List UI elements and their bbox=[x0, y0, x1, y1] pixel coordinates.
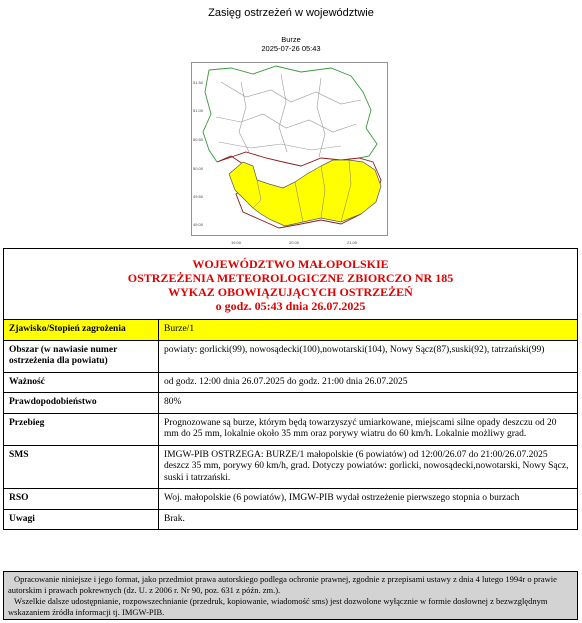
row-label: Obszar (w nawiasie numer ostrzeżenia dla powiatu) bbox=[4, 340, 159, 372]
header-line-1: WOJEWÓDZTWO MAŁOPOLSKIE bbox=[192, 257, 389, 271]
row-label: Uwagi bbox=[4, 509, 159, 530]
table-row bbox=[4, 320, 578, 341]
row-value: Woj. małopolskie (6 powiatów), IMGW-PIB wydał ostrzeżenie pierwszego stopnia o burzach bbox=[159, 489, 578, 510]
copyright-footer bbox=[3, 571, 578, 620]
row-label: RSO bbox=[4, 489, 159, 510]
warnings-table bbox=[3, 248, 578, 530]
table-row bbox=[4, 340, 578, 372]
header-line-3: WYKAZ OBOWIĄZUJĄCYCH OSTRZEŻEŃ bbox=[168, 285, 413, 299]
table-row bbox=[4, 372, 578, 393]
row-value: 80% bbox=[159, 393, 578, 414]
table-row bbox=[4, 393, 578, 414]
row-value: Burze/1 bbox=[159, 320, 578, 341]
y-tick: 49.50 bbox=[193, 194, 204, 199]
row-label: Ważność bbox=[4, 372, 159, 393]
table-row bbox=[4, 489, 578, 510]
warning-map-svg bbox=[191, 62, 388, 248]
warning-map bbox=[191, 62, 388, 248]
footer-paragraph: Opracowanie niniejsze i jego format, jako przedmiot prawa autorskiego podlega ochronie prawnej, zgodnie z przepisami ustawy z dnia 4 lutego 1994r o prawie autorskim i prawach pokrewnych (dz. U. z 2006 r. Nr 90, poz. 631 z późn. zm.). bbox=[8, 574, 557, 595]
footer-paragraph: Wszelkie dalsze udostępnianie, rozpowszechnianie (przedruk, kopiowanie, wiadomość sms) jest dozwolone wyłącznie w formie dosłownej z bezwzględnym wskazaniem źródła informacji tj. IMGW-PIB. bbox=[8, 596, 548, 617]
x-tick: 20.00 bbox=[289, 240, 300, 245]
header-line-2: OSTRZEŻENIA METEOROLOGICZNE ZBIORCZO NR 185 bbox=[127, 271, 454, 285]
x-tick: 21.00 bbox=[347, 240, 358, 245]
row-label: SMS bbox=[4, 445, 159, 489]
map-label: Burze bbox=[281, 35, 301, 44]
row-value: powiaty: gorlicki(99), nowosądecki(100),nowotarski(104), Nowy Sącz(87),suski(92), tatrzański(99) bbox=[159, 340, 578, 372]
row-label: Zjawisko/Stopień zagrożenia bbox=[4, 320, 159, 341]
row-label: Przebieg bbox=[4, 413, 159, 445]
y-tick: 49.00 bbox=[193, 222, 204, 227]
row-label: Prawdopodobieństwo bbox=[4, 393, 159, 414]
row-value: Brak. bbox=[159, 509, 578, 530]
table-row bbox=[4, 509, 578, 530]
row-value: od godz. 12:00 dnia 26.07.2025 do godz. 21:00 dnia 26.07.2025 bbox=[159, 372, 578, 393]
row-value: IMGW-PIB OSTRZEGA: BURZE/1 małopolskie (6 powiatów) od 12:00/26.07 do 21:00/26.07.2025 deszcz 35 mm, porywy 60 km/h, grad. Dotyczy powiatów: gorlicki, nowosądecki,nowotarski, Nowy Sącz, suski i tatrzański. bbox=[159, 445, 578, 489]
header-line-4: o godz. 05:43 dnia 26.07.2025 bbox=[215, 299, 366, 313]
x-tick: 19.00 bbox=[231, 240, 242, 245]
table-row bbox=[4, 413, 578, 445]
y-tick: 51.00 bbox=[193, 108, 204, 113]
y-tick: 50.00 bbox=[193, 166, 204, 171]
map-datetime: 2025-07-26 05:43 bbox=[261, 44, 321, 53]
table-row bbox=[4, 445, 578, 489]
y-tick: 50.50 bbox=[193, 137, 204, 142]
row-value: Prognozowane są burze, którym będą towarzyszyć umiarkowane, miejscami silne opady deszczu od 20 mm do 25 mm, lokalnie około 35 mm oraz porywy wiatru do 60 km/h. Lokalnie możliwy grad. bbox=[159, 413, 578, 445]
warnings-header bbox=[4, 249, 578, 320]
y-tick: 51.50 bbox=[193, 80, 204, 85]
page-title: Zasięg ostrzeżeń w województwie bbox=[208, 7, 374, 19]
